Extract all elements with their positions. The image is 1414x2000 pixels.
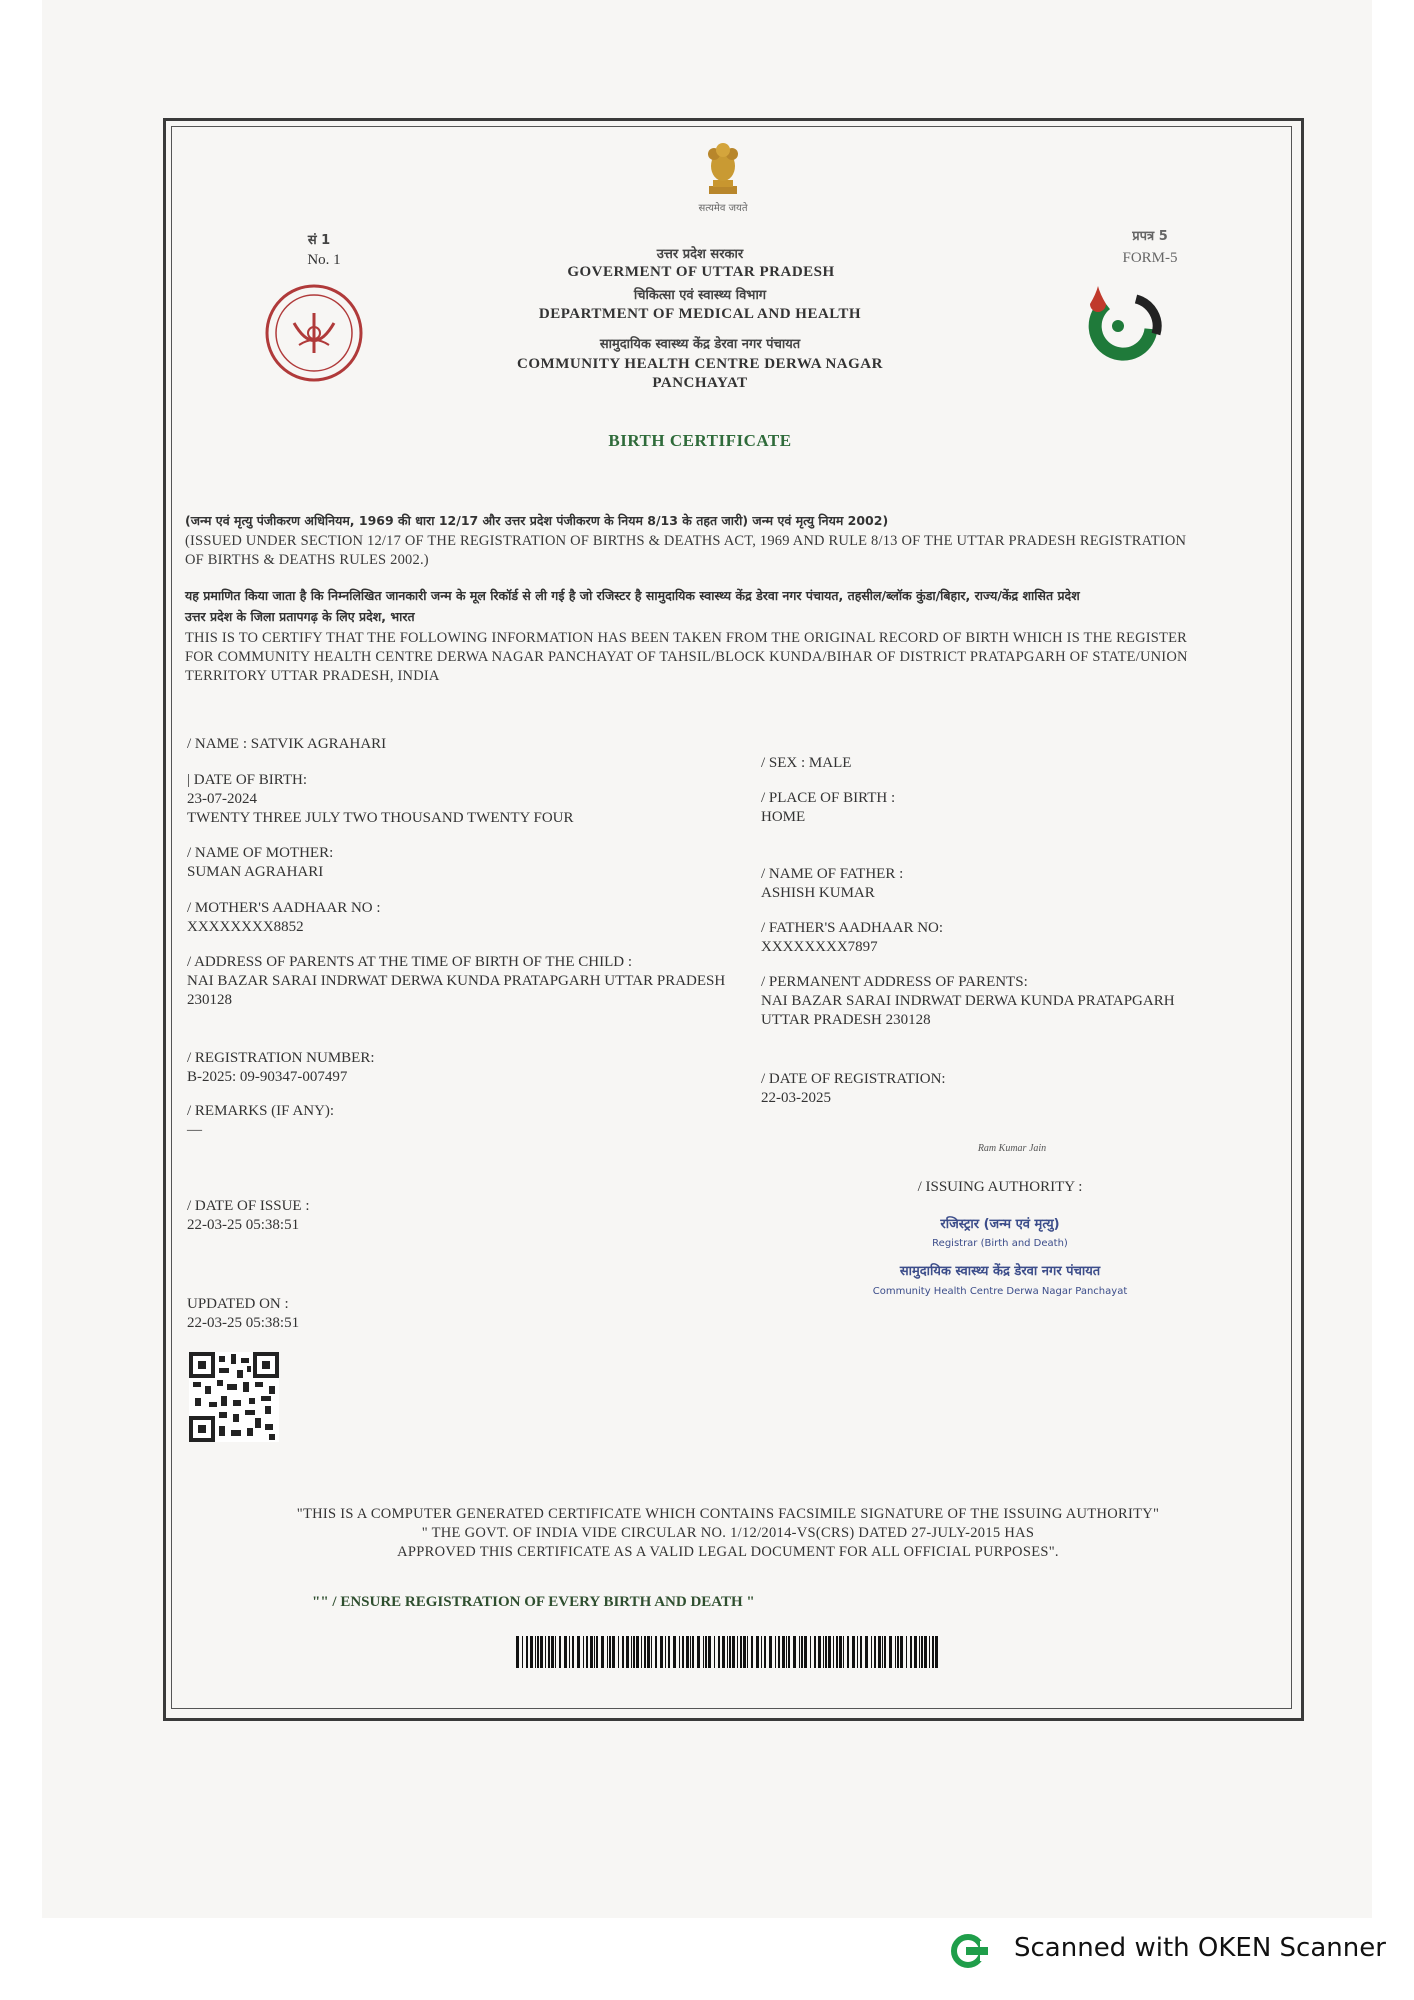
barcode-bar (799, 1636, 800, 1668)
issuing-authority-label: / ISSUING AUTHORITY : (917, 1179, 1083, 1195)
barcode-bar (722, 1636, 725, 1668)
issue-date-value: 22-03-25 05:38:51 (187, 1217, 300, 1233)
barcode-bar (743, 1636, 746, 1668)
barcode (516, 1636, 939, 1668)
barcode-bar (686, 1636, 689, 1668)
permanent-address-line2: UTTAR PRADESH 230128 (761, 1012, 931, 1028)
father-name-label: / NAME OF FATHER : (761, 866, 904, 882)
registrar-english: Registrar (Birth and Death) (932, 1238, 1068, 1249)
act-reference-english-line2: OF BIRTHS & DEATHS RULES 2002.) (185, 552, 429, 568)
registration-slogan: "" / ENSURE REGISTRATION OF EVERY BIRTH AND DEATH " (312, 1594, 755, 1610)
barcode-bar (804, 1636, 807, 1668)
scanner-watermark: Scanned with OKEN Scanner (1014, 1933, 1386, 1963)
barcode-bar (651, 1636, 652, 1668)
barcode-bar (665, 1636, 666, 1668)
barcode-bar (921, 1636, 923, 1668)
authority-centre-english: Community Health Centre Derwa Nagar Panchayat (872, 1286, 1128, 1297)
dob-words: TWENTY THREE JULY TWO THOUSAND TWENTY FOUR (187, 810, 574, 826)
barcode-bar (895, 1636, 896, 1668)
certify-english-line1: THIS IS TO CERTIFY THAT THE FOLLOWING INFORMATION HAS BEEN TAKEN FROM THE ORIGINAL RECORD OF BIRTH WHICH IS THE REGISTER (185, 630, 1188, 646)
barcode-bar (839, 1636, 842, 1668)
barcode-bar (590, 1636, 593, 1668)
barcode-bar (761, 1636, 762, 1668)
mother-aadhaar-label: / MOTHER'S AADHAAR NO : (187, 900, 381, 916)
registration-date-value: 22-03-2025 (761, 1090, 831, 1106)
barcode-bar (924, 1636, 927, 1668)
signature: Ram Kumar Jain (977, 1143, 1047, 1154)
certify-english-line2: FOR COMMUNITY HEALTH CENTRE DERWA NAGAR PANCHAYAT OF TAHSIL/BLOCK KUNDA/BIHAR OF DISTRICT PRATAPGARH OF STATE/UNION (185, 649, 1188, 665)
barcode-bar (609, 1636, 611, 1668)
oken-scanner-logo-icon (950, 1931, 994, 1971)
place-of-birth-label: / PLACE OF BIRTH : (761, 790, 896, 806)
barcode-bar (697, 1636, 700, 1668)
barcode-bar (732, 1636, 735, 1668)
barcode-bar (673, 1636, 676, 1668)
barcode-bar (860, 1636, 862, 1668)
number-english: No. 1 (307, 252, 341, 268)
barcode-bar (857, 1636, 858, 1668)
barcode-bar (788, 1636, 790, 1668)
certify-hindi-line2: उत्तर प्रदेश के जिला प्रतापगढ़ के लिए प्रदेश, भारत (185, 609, 415, 624)
qr-code (189, 1352, 279, 1442)
act-reference-hindi: (जन्म एवं मृत्यु पंजीकरण अधिनियम, 1969 की धारा 12/17 और उत्तर प्रदेश पंजीकरण के नियम 8/13 के तहत जारी) जन्म एवं मृत्यु नियम 2002) (185, 513, 889, 528)
barcode-bar (747, 1636, 748, 1668)
mother-aadhaar-value: XXXXXXXX8852 (187, 919, 304, 935)
barcode-bar (919, 1636, 920, 1668)
barcode-bar (569, 1636, 570, 1668)
updated-on-value: 22-03-25 05:38:51 (187, 1315, 300, 1331)
barcode-bar (884, 1636, 886, 1668)
child-name: / NAME : SATVIK AGRAHARI (187, 736, 387, 752)
barcode-bar (897, 1636, 899, 1668)
barcode-bar (540, 1636, 543, 1668)
registration-date-label: / DATE OF REGISTRATION: (761, 1071, 946, 1087)
remarks-value: — (187, 1122, 202, 1138)
barcode-bar (764, 1636, 766, 1668)
barcode-bar (836, 1636, 838, 1668)
barcode-bar (586, 1636, 588, 1668)
centre-name-hindi: सामुदायिक स्वास्थ्य केंद्र डेरवा नगर पंचायत (599, 337, 801, 352)
barcode-bar (786, 1636, 787, 1668)
uttar-pradesh-seal-icon (264, 283, 364, 383)
barcode-bar (900, 1636, 903, 1668)
barcode-bar (612, 1636, 615, 1668)
barcode-bar (526, 1636, 528, 1668)
barcode-bar (727, 1636, 728, 1668)
barcode-bar (932, 1636, 934, 1668)
barcode-bar (871, 1636, 872, 1668)
barcode-bar (548, 1636, 550, 1668)
barcode-bar (583, 1636, 584, 1668)
barcode-bar (692, 1636, 694, 1668)
remarks-label: / REMARKS (IF ANY): (187, 1103, 335, 1119)
barcode-bar (644, 1636, 646, 1668)
govt-name-english: GOVERMENT OF UTTAR PRADESH (567, 264, 835, 280)
barcode-bar (636, 1636, 639, 1668)
barcode-bar (594, 1636, 595, 1668)
barcode-bar (703, 1636, 704, 1668)
barcode-bar (769, 1636, 772, 1668)
barcode-bar (668, 1636, 670, 1668)
barcode-bar (801, 1636, 803, 1668)
computer-generated-note: "THIS IS A COMPUTER GENERATED CERTIFICATE WHICH CONTAINS FACSIMILE SIGNATURE OF THE ISSUING AUTHORITY" (296, 1506, 1160, 1522)
father-name-value: ASHISH KUMAR (761, 885, 875, 901)
permanent-address-label: / PERMANENT ADDRESS OF PARENTS: (761, 974, 1028, 990)
barcode-bar (852, 1636, 855, 1668)
barcode-bar (793, 1636, 796, 1668)
registration-number-value: B-2025: 09-90347-007497 (187, 1069, 348, 1085)
place-of-birth-value: HOME (761, 809, 806, 825)
barcode-bar (522, 1636, 523, 1668)
barcode-bar (910, 1636, 912, 1668)
barcode-bar (559, 1636, 561, 1668)
barcode-bar (596, 1636, 598, 1668)
barcode-bar (516, 1636, 519, 1668)
barcode-bar (682, 1636, 684, 1668)
barcode-bar (823, 1636, 824, 1668)
barcode-bar (843, 1636, 844, 1668)
father-aadhaar-label: / FATHER'S AADHAAR NO: (761, 920, 944, 936)
barcode-bar (935, 1636, 938, 1668)
barcode-bar (679, 1636, 680, 1668)
form-number-hindi: प्रपत्र 5 (1132, 229, 1168, 244)
form-number-english: FORM-5 (1122, 250, 1178, 266)
barcode-bar (622, 1636, 624, 1668)
barcode-bar (833, 1636, 834, 1668)
certificate-title: BIRTH CERTIFICATE (608, 431, 792, 450)
barcode-bar (818, 1636, 821, 1668)
number-hindi: सं 1 (307, 233, 331, 248)
barcode-bar (825, 1636, 827, 1668)
barcode-bar (555, 1636, 556, 1668)
barcode-bar (647, 1636, 650, 1668)
barcode-bar (914, 1636, 917, 1668)
father-aadhaar-value: XXXXXXXX7897 (761, 939, 878, 955)
barcode-bar (607, 1636, 608, 1668)
barcode-bar (537, 1636, 539, 1668)
barcode-bar (751, 1636, 753, 1668)
barcode-bar (545, 1636, 546, 1668)
certify-hindi-line1: यह प्रमाणित किया जाता है कि निम्नलिखित जानकारी जन्म के मूल रिकॉर्ड से ली गई है जो रजिस्टर है सामुदायिक स्वास्थ्य केंद्र डेरवा नगर पंचायत, तहसील/ब्लॉक कुंडा/बिहार, राज्य/केंद्र शासित प्रदेश (185, 588, 1080, 603)
barcode-bar (847, 1636, 849, 1668)
barcode-bar (690, 1636, 691, 1668)
issue-date-label: / DATE OF ISSUE : (187, 1198, 310, 1214)
certify-english-line3: TERRITORY UTTAR PRADESH, INDIA (185, 668, 440, 684)
barcode-bar (618, 1636, 619, 1668)
barcode-bar (655, 1636, 657, 1668)
birth-address-line1: NAI BAZAR SARAI INDRWAT DERWA KUNDA PRATAPGARH UTTAR PRADESH (187, 973, 726, 989)
barcode-bar (631, 1636, 632, 1668)
national-emblem-icon (699, 140, 747, 200)
mother-name-label: / NAME OF MOTHER: (187, 845, 334, 861)
barcode-bar (708, 1636, 711, 1668)
birth-address-line2: 230128 (187, 992, 232, 1008)
registrar-hindi: रजिस्ट्रार (जन्म एवं मृत्यु) (940, 1217, 1060, 1232)
centre-name-english-line1: COMMUNITY HEALTH CENTRE DERWA NAGAR (517, 356, 883, 372)
birth-address-label: / ADDRESS OF PARENTS AT THE TIME OF BIRTH OF THE CHILD : (187, 954, 633, 970)
barcode-bar (889, 1636, 892, 1668)
barcode-bar (530, 1636, 533, 1668)
act-reference-english-line1: (ISSUED UNDER SECTION 12/17 OF THE REGISTRATION OF BIRTHS & DEATHS ACT, 1969 AND RULE 8/13 OF THE UTTAR PRADESH REGISTRATION (185, 533, 1187, 549)
barcode-bar (929, 1636, 930, 1668)
govt-circular-note: " THE GOVT. OF INDIA VIDE CIRCULAR NO. 1/12/2014-VS(CRS) DATED 27-JULY-2015 HAS (421, 1525, 1035, 1541)
barcode-bar (577, 1636, 580, 1668)
permanent-address-line1: NAI BAZAR SARAI INDRWAT DERWA KUNDA PRATAPGARH (761, 993, 1175, 1009)
sex: / SEX : MALE (761, 755, 852, 771)
barcode-bar (729, 1636, 731, 1668)
barcode-bar (878, 1636, 881, 1668)
barcode-bar (814, 1636, 816, 1668)
emblem-motto: सत्यमेव जयते (698, 203, 748, 214)
barcode-bar (601, 1636, 604, 1668)
barcode-bar (718, 1636, 720, 1668)
barcode-bar (882, 1636, 883, 1668)
dept-name-hindi: चिकित्सा एवं स्वास्थ्य विभाग (633, 288, 767, 303)
mother-name-value: SUMAN AGRAHARI (187, 864, 324, 880)
barcode-bar (865, 1636, 868, 1668)
barcode-bar (740, 1636, 742, 1668)
validity-note: APPROVED THIS CERTIFICATE AS A VALID LEGAL DOCUMENT FOR ALL OFFICIAL PURPOSES". (397, 1544, 1059, 1560)
barcode-bar (660, 1636, 663, 1668)
barcode-bar (737, 1636, 738, 1668)
barcode-bar (626, 1636, 629, 1668)
barcode-bar (874, 1636, 876, 1668)
barcode-bar (572, 1636, 574, 1668)
barcode-bar (828, 1636, 831, 1668)
dob-label: | DATE OF BIRTH: (187, 772, 308, 788)
barcode-bar (633, 1636, 635, 1668)
barcode-bar (782, 1636, 785, 1668)
barcode-bar (714, 1636, 715, 1668)
barcode-bar (705, 1636, 707, 1668)
barcode-bar (535, 1636, 536, 1668)
barcode-bar (756, 1636, 759, 1668)
govt-name-hindi: उत्तर प्रदेश सरकार (656, 247, 744, 262)
barcode-bar (775, 1636, 776, 1668)
barcode-bar (810, 1636, 811, 1668)
authority-centre-hindi: सामुदायिक स्वास्थ्य केंद्र डेरवा नगर पंचायत (899, 1264, 1101, 1279)
barcode-bar (564, 1636, 567, 1668)
barcode-bar (906, 1636, 907, 1668)
dob-value: 23-07-2024 (187, 791, 257, 807)
barcode-bar (778, 1636, 780, 1668)
barcode-bar (551, 1636, 554, 1668)
barcode-bar (641, 1636, 642, 1668)
crs-logo-icon (1076, 284, 1166, 364)
updated-on-label: UPDATED ON : (187, 1296, 289, 1312)
centre-name-english-line2: PANCHAYAT (652, 375, 748, 391)
dept-name-english: DEPARTMENT OF MEDICAL AND HEALTH (538, 306, 862, 322)
registration-number-label: / REGISTRATION NUMBER: (187, 1050, 375, 1066)
